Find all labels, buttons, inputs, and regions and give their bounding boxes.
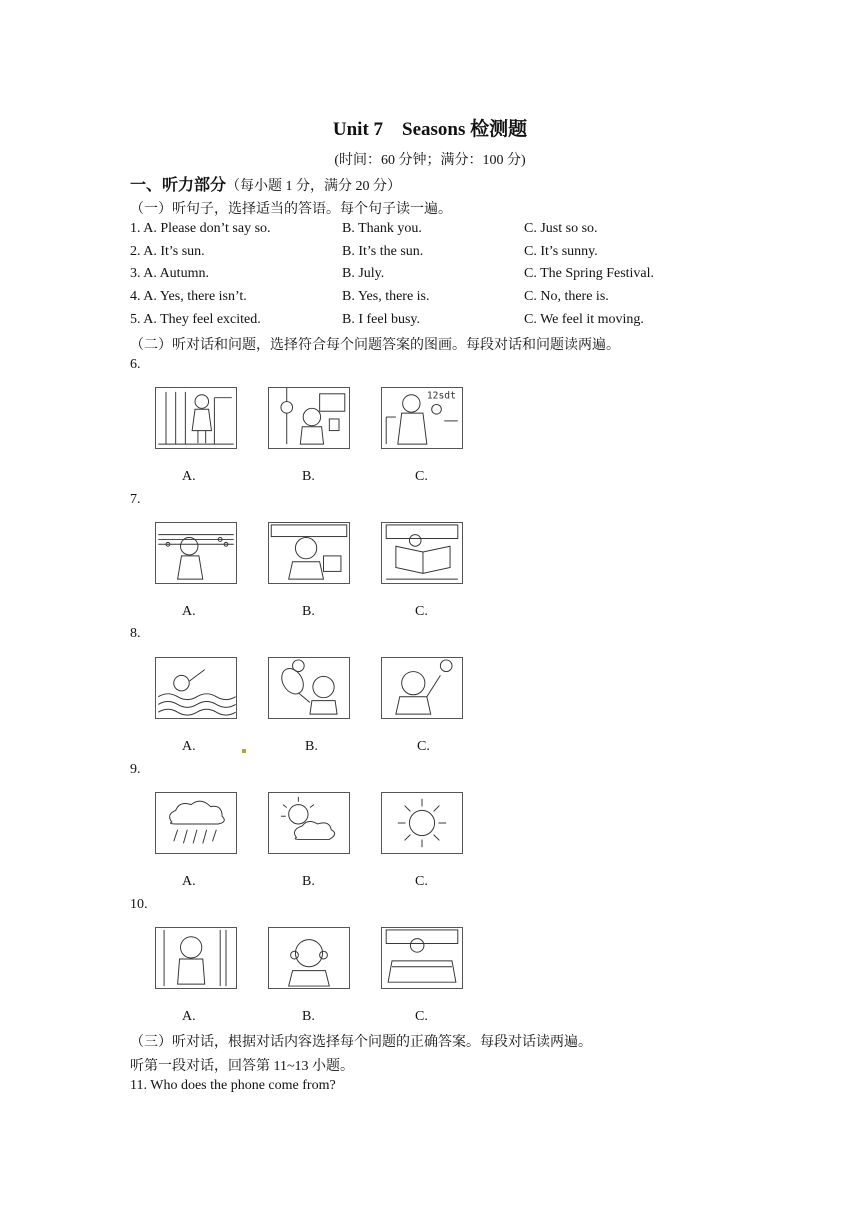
q3-option-c: C. The Spring Festival. <box>524 266 655 281</box>
part3-instruction: （三）听对话，根据对话内容选择每个问题的正确答案。每段对话读两遍。 <box>130 1035 592 1050</box>
swimmer-icon <box>155 657 237 719</box>
rain-cloud-icon <box>155 792 237 854</box>
q8-label-c: C. <box>417 739 430 754</box>
q7-label-c: C. <box>415 604 428 619</box>
volleyball-boy-icon <box>381 657 463 719</box>
sun-behind-cloud-icon <box>268 792 350 854</box>
q6-number: 6. <box>130 357 141 372</box>
marker-dot <box>242 749 246 753</box>
q2-option-b: B. It’s the sun. <box>342 244 424 259</box>
q9-number: 9. <box>130 762 141 777</box>
q7-number: 7. <box>130 492 141 507</box>
woman-with-clock-icon <box>381 387 463 449</box>
q7-label-a: A. <box>182 604 196 619</box>
q10-label-a: A. <box>182 1009 196 1024</box>
q9-label-b: B. <box>302 874 315 889</box>
part2-instruction: （二）听对话和问题，选择符合每个问题答案的图画。每段对话和问题读两遍。 <box>130 338 620 353</box>
girl-by-door-icon <box>155 387 237 449</box>
q8-label-a: A. <box>182 739 196 754</box>
q9-label-a: A. <box>182 874 196 889</box>
section-heading-listening <box>130 172 401 195</box>
page-subtitle: (时间：60 分钟；满分：100 分) <box>334 153 526 168</box>
q3-option-a: 3. A. Autumn. <box>130 266 209 281</box>
sun-icon <box>381 792 463 854</box>
q6-label-b: B. <box>302 469 315 484</box>
q11-question: 11. Who does the phone come from? <box>130 1078 336 1093</box>
boy-with-laptop-icon <box>268 522 350 584</box>
q10-label-c: C. <box>415 1009 428 1024</box>
q10-number: 10. <box>130 897 148 912</box>
q4-option-a: 4. A. Yes, there isn’t. <box>130 289 247 304</box>
q5-option-a: 5. A. They feel excited. <box>130 312 261 327</box>
section-heading-label: 一、听力部分 <box>130 175 227 194</box>
part1-instruction: （一）听句子，选择适当的答语。每个句子读一遍。 <box>130 202 452 217</box>
boy-sleeping-icon <box>381 927 463 989</box>
boy-covering-ears-icon <box>268 927 350 989</box>
q6-label-a: A. <box>182 469 196 484</box>
q8-label-b: B. <box>305 739 318 754</box>
tennis-boy-icon <box>268 657 350 719</box>
q2-option-a: 2. A. It’s sun. <box>130 244 205 259</box>
part3-dialogue1-note: 听第一段对话，回答第 11~13 小题。 <box>130 1059 355 1074</box>
q4-option-b: B. Yes, there is. <box>342 289 430 304</box>
q4-option-c: C. No, there is. <box>524 289 609 304</box>
boy-reading-icon <box>381 522 463 584</box>
section-heading-note: （每小题 1 分，满分 20 分） <box>226 179 402 194</box>
girl-with-music-icon <box>155 522 237 584</box>
q2-option-c: C. It’s sunny. <box>524 244 598 259</box>
q6-label-c: C. <box>415 469 428 484</box>
q9-label-c: C. <box>415 874 428 889</box>
boy-with-lamp-icon <box>268 387 350 449</box>
q5-option-c: C. We feel it moving. <box>524 312 644 327</box>
q7-label-b: B. <box>302 604 315 619</box>
page-title: Unit 7 Seasons 检测题 <box>332 119 528 140</box>
q1-option-b: B. Thank you. <box>342 221 422 236</box>
q8-number: 8. <box>130 626 141 641</box>
q1-option-c: C. Just so so. <box>524 221 598 236</box>
q1-option-a: 1. A. Please don’t say so. <box>130 221 271 236</box>
boy-at-door-icon <box>155 927 237 989</box>
q3-option-b: B. July. <box>342 266 385 281</box>
q10-label-b: B. <box>302 1009 315 1024</box>
q5-option-b: B. I feel busy. <box>342 312 421 327</box>
clock-text: 12sdt <box>426 390 456 402</box>
